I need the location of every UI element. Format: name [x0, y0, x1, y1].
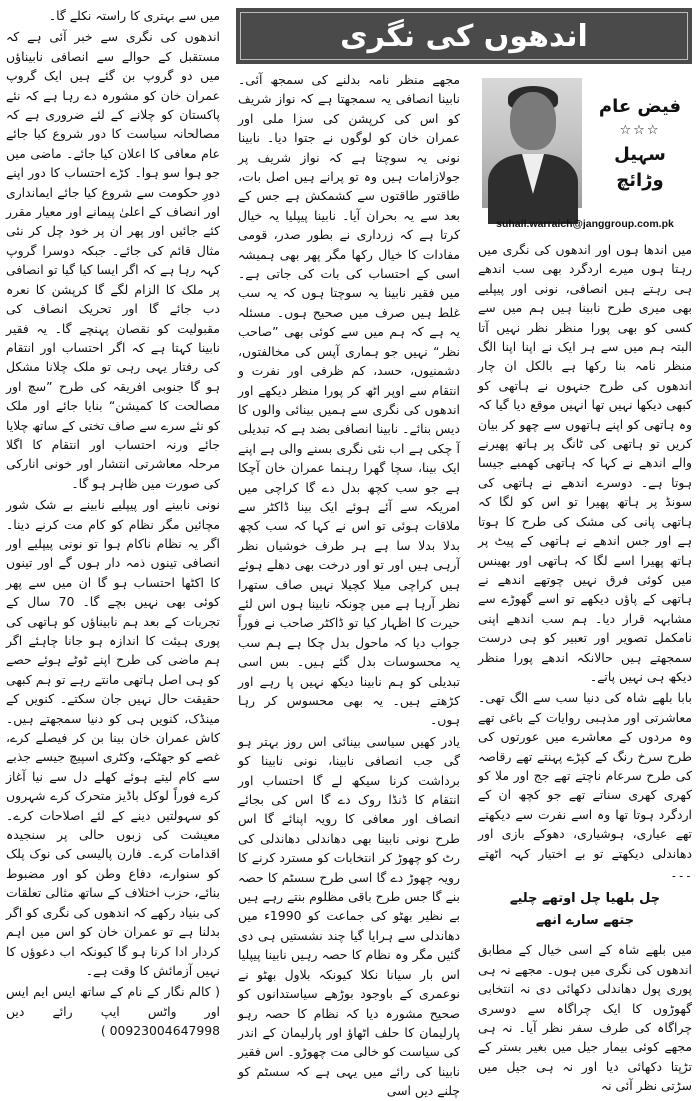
article-column-left	[6, 6, 221, 1039]
reader-feedback-note: ( کالم نگار کے نام کے ساتھ ایس ایم ایس اور واٹس ایپ رائے دیں 00923004647998 )	[6, 984, 220, 1039]
paragraph: بابا بلھے شاہ کی دنیا سب سے الگ تھی۔ معاشرتی اور مذہبی روایات کے باغی تھے وہ مردوں کے معاشرے میں عورتوں کی طرح سرخ رنگ کے کپڑے پہنتے تھے رقاصہ کی طرح سرعام ناچتے تھے جج اور ملا کو کھری کھری سناتے تھے جو کچھ ان کے اردگرد ہوتا تھا وہ اسے نفرت سے دیکھتے تھے عیاری، ہوشیاری، دھوکے بازی اور دھاندلی دیکھتے تو بے اختیار کہہ اٹھتے ۔۔۔	[478, 690, 692, 880]
stars-ornament: ☆☆☆	[619, 123, 661, 138]
verse-line: چل بلھیا چل اوتھے چلیے	[509, 891, 661, 907]
paragraph: میں اندھا ہوں اور اندھوں کی نگری میں رہتا ہوں میرے اردگرد بھی سب اندھے ہی رہتے ہیں انصافی، نونی اور پیپلیے بھی میری طرح نابینا ہیں ہم میں سے کسی کو بھی پورا منظر نظر نہیں آتا البتہ ہم میں سے ہر ایک نے اپنا اپنا الگ منظر نامہ بنا رکھا ہے بالکل ان چار اندھوں کی طرح جنہوں نے ہاتھی کو کبھی دیکھا نہیں تھا انہیں موقع دیا گیا کہ وہ ہاتھی کو اپنے ہاتھوں سے چھو کر بیان کریں تو ہاتھی کی ٹانگ پر ہاتھ پھیرنے والے اندھے نے کہا کہ ہاتھی کھمبے جیسا ہوتا ہے۔ دوسرے اندھے نے ہاتھی کی سونڈ پر ہاتھ پھیرا تو اس کو لگا کہ ہاتھی پانی کی مشک کی طرح کا ہوتا ہے اور جس اندھے نے ہاتھی کے پیٹ پر ہاتھ پھیرا اسے لگا کہ ہاتھی اور بھینس میں کوئی فرق نہیں چوتھے اندھے نے ہاتھی کے پاؤں دیکھے تو اسے گھوڑے سے مشابہہ قرار دیا۔ ہم سب اندھے اپنی نامکمل تصویر اور تعبیر کو ہی درست سمجھتے ہیں حالانکہ اندھے پورا منظر دیکھ ہی نہیں پاتے۔	[478, 242, 692, 684]
author-photo-face	[510, 92, 556, 150]
paragraph: اندھوں کی نگری سے خبر آئی ہے کہ مستقبل کے حوالے سے انصافی نابیناؤں میں دو گروپ بن گئے ہیں ایک گروپ عمران خان کو مشورہ دے رہا ہے کہ نئے پاکستان کو چلانے کے لئے ضروری ہے کہ مصالحانہ سیاست کا دور شروع کیا جائے عام معافی کا اعلان کیا جائے۔ ماضی میں جو ہوا سو ہوا۔ کڑے احتساب کا دور اپنے دورِ حکومت سے شروع کیا جائے ایمانداری اور انصاف کے اعلیٰ پیمانے اور معیار مقرر کئے جائیں اور پھر ان پر خود چل کر نئی مثال قائم کی جائے۔ جبکہ دوسرا گروپ کہہ رہا ہے کہ اگر ایسا کیا گیا تو انصافی پر ملک کا الزام لگے گا کرپشن کا نعرہ دب جائے گا اور تحریک انصاف کی مقبولیت کو نقصان پہنچے گا۔ یہ فقیر نابینا کہتا ہے کہ اگر احتساب اور انتقام کی رفتار یہی رہی تو ملک چلانا مشکل ہو گا جنوبی افریقہ کی طرح ”سچ اور مصالحت کا کمیشن“ بنایا جائے اور ملک کو نئے سرے سے صاف تختی کے ساتھ چلایا جائے ورنہ احتساب اور انتقام کا اگلا مرحلہ معاشرتی انتشار اور خونی انارکی کی صورت میں ظاہر ہو گا۔	[6, 29, 220, 491]
headline-frame	[240, 12, 688, 60]
author-name: سہیل وڑائچ	[614, 144, 666, 191]
paragraph: مجھے منظر نامہ بدلنے کی سمجھ آئی۔ نابینا انصافی یہ سمجھتا ہے کہ نواز شریف کو اس کی کرپشن کی سزا ملی اور عمران خان کو لوگوں نے جتوا دیا۔ نابینا نونی یہ سوچتا ہے کہ نواز شریف پر جولازامات ہیں وہ تو پرانے ہیں اصل بات، طاقتور طاقتوں سے کشمکش ہے جس کے بعد سے یہ بحران آیا۔ نابینا پیپلیا یہ خیال کرتا ہے کہ زرداری نے بطور صدر، قومی مفادات کا خیال رکھا مگر پھر بھی ہمیشہ اسی کے احتساب کی بات کی جاتی ہے۔ میں فقیر نابینا یہ سوچتا ہوں کہ یہ سب غلط ہیں صرف میں صحیح ہوں۔ مسئلہ یہ ہے کہ ہم میں سے کوئی بھی ”صاحب نظر“ نہیں جو ہماری آپس کی مخالفتوں، دشمنیوں، حسد، کم ظرفی اور نفرت و انتقام سے اوپر اٹھ کر پورا منظر دیکھے اور اندھوں کی نگری سے ہمیں بینائی والوں کا دیس بنائے۔ نابینا انصافی بضد ہے کہ تبدیلی آ چکی ہے اب نئی نگری بسنے والی ہے اپنے ایک بینا، سچا گھرا رہنما عمران خان آچکا ہے جو سب کچھ بدل دے گا کراچی میں امریکہ سے آئے ہوئے ایک بینا ڈاکٹر سے ملاقات ہوئی تو اس نے کہا کہ سب کچھ بدلا بدلا سا ہے ہر طرف خوشیاں نظر آرہی ہیں اور تو اور درخت بھی دھلے ہوئے ہیں کراچی میلا کچیلا نہیں صاف ستھرا نظر آرہا ہے میں چونکہ نابینا ہوں اس لئے حیرت کا اظہار کیا تو ڈاکٹر صاحب نے فوراً جواب دیا کہ ماحول بدل چکا ہے ہم سب یہ محسوسات بدل گئے ہیں۔ بس اسی تبدیلی کو ہم نابینا دیکھ نہیں پا رہے اور کڑھتے ہیں۔ یہ بھی محسوس کر رہا ہوں۔	[238, 72, 460, 728]
author-photo	[482, 78, 582, 208]
byline	[478, 74, 692, 214]
author-email: suhail.warraich@janggroup.com.pk	[496, 218, 674, 230]
article-column-middle	[238, 70, 461, 1099]
verse-line: جتھے سارے انھے	[535, 913, 635, 929]
paragraph: میں بلھے شاہ کے اسی خیال کے مطابق اندھوں کی نگری میں ہوں۔ مجھے نہ ہی پوری پول دھاندلی دکھائی دی نہ انتخابی گھوڑوں کا ایک چراگاہ سے دوسری چراگاہ کی طرف سفر نظر آیا۔ نہ ہی مجھے کوئی بیمار جیل میں بغیر بستر کے تڑپتا دکھائی دیا اور نہ ہی جیل میں سڑتی نظر آئی نہ	[478, 942, 692, 1094]
byline-names	[590, 94, 690, 194]
paragraph: یادر کھیں سیاسی بینائی اس روز بہتر ہو گی جب انصافی نابینا، نونی نابینا کو برداشت کرنا سیکھ لے گا احتساب اور انتقام کا ڈنڈا روک دے گا اس کی بجائے انصاف اور معافی کا رویہ اپنائے گا اس طرح نونی نابینا بھی دھاندلی دھاندلی کی رٹ کو چھوڑ کر انتخابات کو مسترد کرنے کا رویہ چھوڑ دے گا اسی طرح سسٹم کا حصہ بنے گا جس طرح باقی مظلوم بنتے رہے ہیں بے نظیر بھٹو کی جماعت کو 1990ء میں دھاندلی سے ہرایا گیا چند نشستیں ہی دی گئیں مگر وہ نظام کا حصہ رہیں نابینا پیپلیا اس بار سیانا نکلا کیونکہ بلاول بھٹو نے نوعمری کے باوجود بوڑھے سیاستدانوں کو صحیح مشورہ دیا کہ نظام کا حصہ رہو پارلیمان کا حلف اٹھاؤ اور پارلیمان کے اندر کی سیاست کو خالی مت چھوڑو۔ اس فقیر نابینا کی رائے میں یہی ہے کہ سسٹم کو چلنے دیں اسی	[238, 733, 461, 1099]
article-column-right	[478, 240, 692, 1094]
poetry-verse	[478, 888, 692, 932]
paragraph: میں سے بہتری کا راستہ نکلے گا۔	[48, 8, 220, 23]
headline-banner	[236, 8, 692, 64]
page-title: اندھوں کی نگری	[340, 18, 588, 54]
column-name: فیض عام	[598, 96, 682, 117]
paragraph: نونی نابینے اور پیپلیے نابینے بے شک شور مچائیں مگر نظام کو کام مت کرنے دینا۔ اگر یہ نظام ناکام ہوا تو نونی پیپلیے اور انصافی تینوں ذمہ دار ہوں گے اور تینوں کا اکٹھا احتساب ہو گا ان میں سے پھر کوئی بھی نہیں بچے گا۔ 70 سال کے تجربات کے بعد ہم نابیناؤں کو ہاتھی کی پوری ہیئت کا اندازہ ہو جانا چاہئے اگر ہم ماضی کی طرح اپنے ٹوٹے ہوئے حصے کو ہی اصل ہاتھی مانتے رہے تو ہم کبھی حقیقت حال نہیں جان سکتے۔ کنویں کے مینڈک، کنویں ہی کو دنیا سمجھتے ہیں۔ کاش عمران خان بینا بن کر فیصلے کرے، غصے کو جھٹکے، وکٹری اسپیچ جیسے جذبے سے کام لیتے ہوئے کھلے دل سے نیا آغاز کرے فوراً لوکل باڈیز متحرک کرے شہروں کو سہولتیں دینے کے لئے اصلاحات کرے۔ معیشت کی زبوں حالی پر سنجیدہ اقدامات کرے۔ فارن پالیسی کی نوک پلک کو سنوارے، دفاع وطن کو اور مضبوط بنائے، حزب اختلاف کے ساتھ مثالی تعلقات کی بنیاد رکھے کہ اندھوں کی نگری کو اگر بدلنا ہے تو عمران خان کو اس میں اہم کردار ادا کرنا ہو گا کیونکہ اب دعوؤں کا نہیں آزمائش کا وقت ہے۔	[6, 497, 221, 978]
